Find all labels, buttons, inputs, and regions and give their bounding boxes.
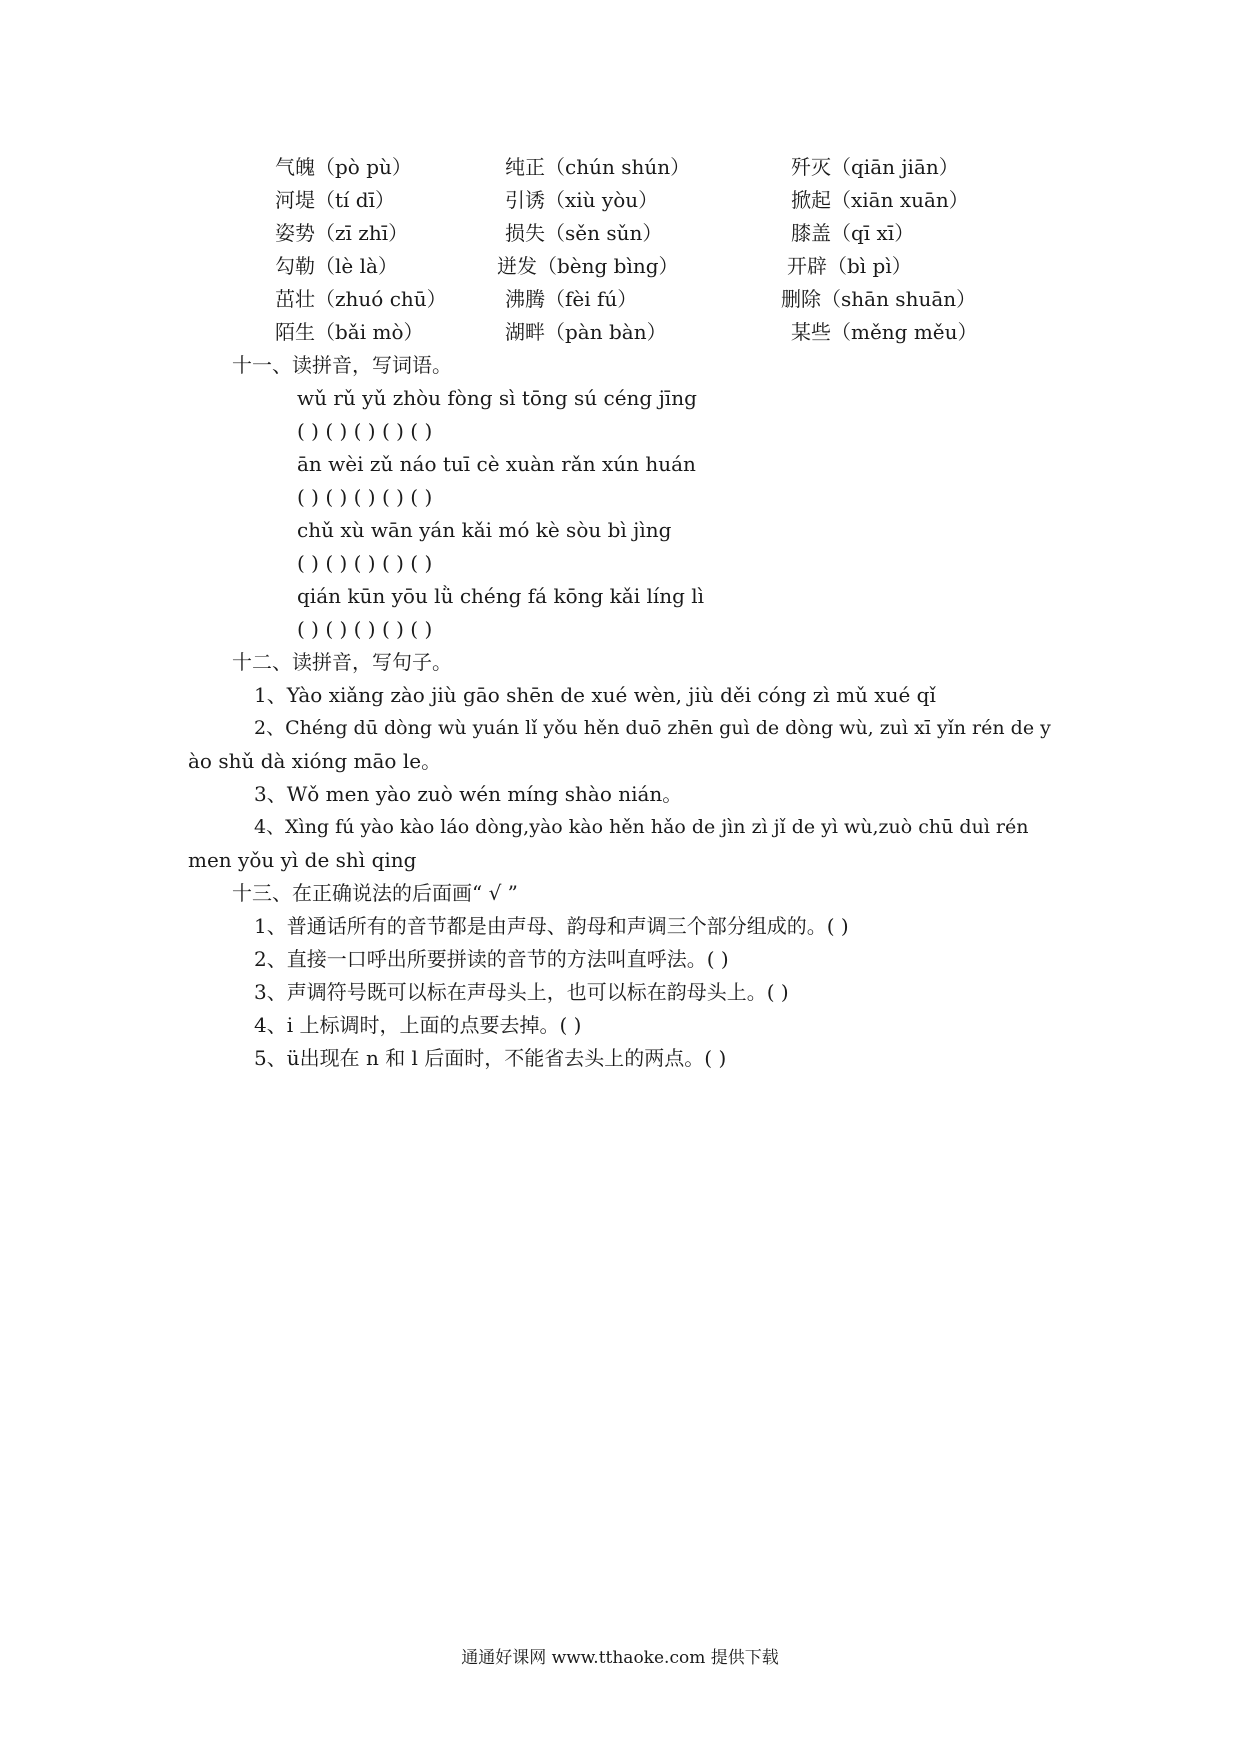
grid-item: 开辟（bì pì） bbox=[787, 254, 912, 278]
grid-item: 湖畔（pàn bàn） bbox=[505, 320, 667, 344]
grid-item: 沸腾（fèi fú） bbox=[505, 287, 638, 311]
answer-blanks: ( ) ( ) ( ) ( ) ( ) bbox=[297, 485, 433, 509]
grid-item: 引诱（xiù yòu） bbox=[505, 188, 659, 212]
sentence-item: 2、Chéng dū dòng wù yuán lǐ yǒu hěn duō zhēn guì de dòng wù, zuì xī yǐn rén de y bbox=[254, 717, 1051, 739]
grid-item: 纯正（chún shún） bbox=[505, 155, 691, 179]
pinyin-line: ān wèi zǔ náo tuī cè xuàn rǎn xún huán bbox=[297, 452, 696, 476]
section-title: 十二、读拼音，写句子。 bbox=[232, 650, 452, 674]
section-title: 十一、读拼音，写词语。 bbox=[232, 353, 452, 377]
grid-item: 损失（sěn sǔn） bbox=[505, 221, 663, 245]
sentence-item: 1、Yào xiǎng zào jiù gāo shēn de xué wèn, jiù děi cóng zì mǔ xué qǐ bbox=[254, 683, 936, 707]
sentence-continuation: ào shǔ dà xióng māo le。 bbox=[188, 749, 442, 773]
grid-item: 膝盖（qī xī） bbox=[791, 221, 915, 245]
grid-item: 掀起（xiān xuān） bbox=[791, 188, 969, 212]
grid-item: 迸发（bèng bìng） bbox=[497, 254, 679, 278]
pinyin-line: chǔ xù wān yán kǎi mó kè sòu bì jìng bbox=[297, 518, 672, 542]
statement-item: 2、直接一口呼出所要拼读的音节的方法叫直呼法。( ) bbox=[254, 947, 729, 971]
statement-item: 4、i 上标调时，上面的点要去掉。( ) bbox=[254, 1013, 582, 1037]
grid-item: 气魄（pò pù） bbox=[275, 155, 412, 179]
sentence-continuation: men yǒu yì de shì qing bbox=[188, 848, 417, 872]
sentence-item: 3、Wǒ men yào zuò wén míng shào nián。 bbox=[254, 782, 683, 806]
statement-item: 3、声调符号既可以标在声母头上，也可以标在韵母头上。( ) bbox=[254, 980, 789, 1004]
answer-blanks: ( ) ( ) ( ) ( ) ( ) bbox=[297, 551, 433, 575]
pinyin-line: wǔ rǔ yǔ zhòu fòng sì tōng sú céng jīng bbox=[297, 386, 697, 410]
grid-item: 陌生（bǎi mò） bbox=[275, 320, 424, 344]
grid-item: 歼灭（qiān jiān） bbox=[791, 155, 959, 179]
sentence-item: 4、Xìng fú yào kào láo dòng,yào kào hěn hǎo de jìn zì jǐ de yì wù,zuò chū duì rén bbox=[254, 816, 1029, 838]
statement-item: 1、普通话所有的音节都是由声母、韵母和声调三个部分组成的。( ) bbox=[254, 914, 849, 938]
statement-item: 5、ü出现在 n 和 l 后面时，不能省去头上的两点。( ) bbox=[254, 1046, 727, 1070]
section-title: 十三、在正确说法的后面画“ √ ” bbox=[232, 881, 518, 905]
grid-item: 某些（měng měu） bbox=[791, 320, 978, 344]
grid-item: 茁壮（zhuó chū） bbox=[275, 287, 447, 311]
answer-blanks: ( ) ( ) ( ) ( ) ( ) bbox=[297, 617, 433, 641]
grid-item: 删除（shān shuān） bbox=[781, 287, 977, 311]
answer-blanks: ( ) ( ) ( ) ( ) ( ) bbox=[297, 419, 433, 443]
pinyin-line: qián kūn yōu lǜ chéng fá kōng kǎi líng lì bbox=[297, 584, 705, 608]
grid-item: 河堤（tí dī） bbox=[275, 188, 395, 212]
grid-item: 勾勒（lè là） bbox=[275, 254, 398, 278]
page-footer: 通通好课网 www.tthaoke.com 提供下载 bbox=[461, 1648, 779, 1668]
grid-item: 姿势（zī zhī） bbox=[275, 221, 409, 245]
